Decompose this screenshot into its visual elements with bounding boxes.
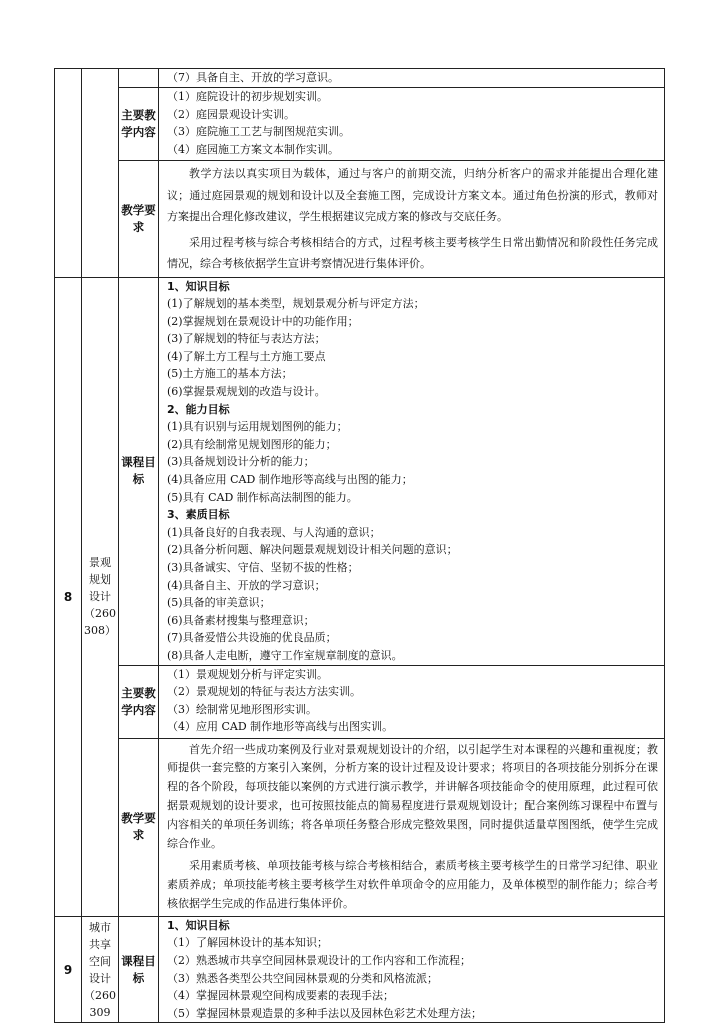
goal-line: (6)具备素材搜集与整理意识； <box>167 613 315 627</box>
requirement-label: 教学要求 <box>119 161 159 278</box>
goal-line: （2）熟悉城市共享空间园林景观设计的工作内容和工作流程； <box>167 953 471 967</box>
goal-line: (1)具有识别与运用规划图例的能力； <box>167 420 348 434</box>
goal-cell <box>159 277 665 665</box>
goal-line: (7)具备爱惜公共设施的优良品质； <box>167 631 337 645</box>
requirement-paragraph: 采用素质考核、单项技能考核与综合考核相结合，素质考核主要考核学生的日常学习纪律、职业素质养成；单项技能考核主要考核学生对软件单项命令的应用能力，及单体模型的制作能力；综合考核依据学生完成的作品进行集体评价。 <box>167 859 658 910</box>
goal-heading: 3、素质目标 <box>167 508 230 522</box>
content-item: （4）庭园施工方案文本制作实训。 <box>167 142 339 156</box>
goal-line: (4)了解土方工程与土方施工要点 <box>167 349 326 363</box>
goal-line: （3）熟悉各类型公共空间园林景观的分类和风格流派； <box>167 971 438 985</box>
content-item: （3）庭院施工工艺与制图规范实训。 <box>167 125 350 139</box>
goal-line: (5)具有 CAD 制作标高法制图的能力。 <box>167 490 358 504</box>
goal-cell <box>159 916 665 1023</box>
goal-line: （1）了解园林设计的基本知识； <box>167 936 328 950</box>
content-label: 主要教学内容 <box>119 665 159 738</box>
course-number: 9 <box>55 916 82 1023</box>
course-name: 景观规划设计（260308） <box>82 277 119 916</box>
course-number-cell <box>55 69 82 278</box>
requirement-label: 教学要求 <box>119 738 159 916</box>
requirement-paragraph: 首先介绍一些成功案例及行业对景观规划设计的介绍，以引起学生对本课程的兴趣和重视度；教师提供一套完整的方案引入案例，分析方案的设计过程及设计要求；将项目的各项技能分别拆分在课程的各个阶段，每项技能以案例的方式进行演示教学，并讲解各项技能命令的使用原理，此过程可依据景观规划的设计要求，也可按照技能点的简易程度进行景观规划设计；配合案例练习课程中布置与内容相关的单项任务训练；将各单项任务整合形成完整效果图，同时提供适量草图图纸，使学生完成综合作业。 <box>167 742 658 850</box>
goal-heading: 1、知识目标 <box>167 918 230 932</box>
content-item: （4）应用 CAD 制作地形等高线与出图实训。 <box>167 720 394 734</box>
content-cell <box>159 665 665 738</box>
content-label: 主要教学内容 <box>119 88 159 161</box>
goal-line: (5)具备的审美意识； <box>167 596 271 610</box>
goal-line: (1)具备良好的自我表现、与人沟通的意识； <box>167 525 381 539</box>
goal-line: （4）掌握园林景观空间构成要素的表现手法； <box>167 989 394 1003</box>
content-item: （2）景观规划的特征与表达方法实训。 <box>167 685 361 699</box>
course-name-cell <box>82 69 119 278</box>
content-item: （1）景观规划分析与评定实训。 <box>167 667 328 681</box>
content-item: （3）绘制常见地形图形实训。 <box>167 702 317 716</box>
table-row <box>55 665 665 738</box>
goal-line: （5）掌握园林景观造景的多种手法以及园林色彩艺术处理方法； <box>167 1006 482 1020</box>
content-item: （2）庭园景观设计实训。 <box>167 107 295 121</box>
goal-line: (6)掌握景观规划的改造与设计。 <box>167 385 326 399</box>
content-item: （1）庭院设计的初步规划实训。 <box>167 90 328 103</box>
table-row <box>55 738 665 916</box>
goal-line: (2)具备分析问题、解决问题景观规划设计相关问题的意识； <box>167 543 458 557</box>
goal-line: (4)具备自主、开放的学习意识； <box>167 578 326 592</box>
goal-line: (4)具备应用 CAD 制作地形等高线与出图的能力； <box>167 473 413 487</box>
table-row <box>55 277 665 665</box>
goal-line: (3)了解规划的特征与表达方法； <box>167 332 326 346</box>
goal-tail-cell <box>159 69 665 88</box>
goal-line: (8)具备人走电断，遵守工作室规章制度的意识。 <box>167 648 403 662</box>
table-row <box>55 69 665 88</box>
course-number: 8 <box>55 277 82 916</box>
goal-heading: 1、知识目标 <box>167 279 230 293</box>
goal-line: (3)具备规划设计分析的能力； <box>167 455 315 469</box>
requirement-cell <box>159 161 665 278</box>
goal-line: (1)了解规划的基本类型，规划景观分析与评定方法； <box>167 297 425 311</box>
requirement-paragraph: 教学方法以真实项目为载体，通过与客户的前期交流，归纳分析客户的需求并能提出合理化建议；通过庭园景观的规划和设计以及全套施工图，完成设计方案文本。通过角色扮演的形式，教师对方案提出合理化修改建议，学生根据建议完成方案的修改与交底任务。 <box>167 167 658 223</box>
goal-heading: 2、能力目标 <box>167 402 230 416</box>
goal-line: （7）具备自主、开放的学习意识。 <box>167 71 339 84</box>
curriculum-table <box>54 68 665 1023</box>
table-row <box>55 161 665 278</box>
content-cell <box>159 88 665 161</box>
goal-line: (5)土方施工的基本方法； <box>167 367 293 381</box>
empty-label-cell <box>119 69 159 88</box>
goal-line: (2)掌握规划在景观设计中的功能作用； <box>167 314 359 328</box>
goal-line: (3)具备诚实、守信、坚韧不拔的性格； <box>167 561 359 574</box>
goal-label: 课程目标 <box>119 277 159 665</box>
table-row <box>55 88 665 161</box>
course-name: 城市共享空间设计（260309 <box>82 916 119 1023</box>
requirement-paragraph: 采用过程考核与综合考核相结合的方式，过程考核主要考核学生日常出勤情况和阶段性任务完成情况，综合考核依据学生宣讲考察情况进行集体评价。 <box>167 235 658 270</box>
table-row <box>55 916 665 1023</box>
requirement-cell <box>159 738 665 916</box>
goal-line: (2)具有绘制常见规划图形的能力； <box>167 437 337 451</box>
goal-label: 课程目标 <box>119 916 159 1023</box>
